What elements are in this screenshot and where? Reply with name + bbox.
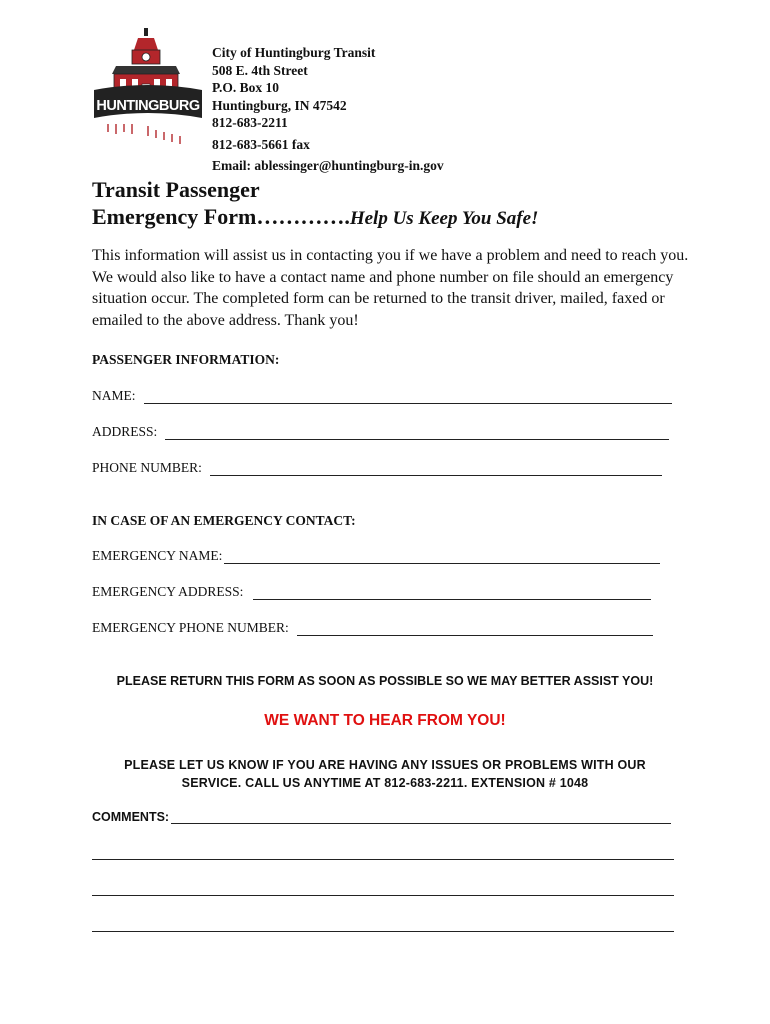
name-field[interactable]: [92, 388, 672, 404]
name-label: NAME:: [92, 388, 136, 403]
comments-extra-line[interactable]: [92, 930, 674, 932]
comments-label: COMMENTS:: [92, 810, 170, 824]
huntingburg-logo: [92, 26, 204, 156]
title-line-2: [92, 203, 538, 232]
contact-us-notice: [0, 756, 770, 792]
email-address: Email: ablessinger@huntingburg-in.gov: [212, 158, 444, 173]
address-field[interactable]: [92, 424, 669, 440]
emergency-phone-field[interactable]: [92, 620, 653, 636]
transit-address-block: [212, 44, 444, 175]
comments-extra-line[interactable]: [92, 858, 674, 860]
emergency-phone-input-line[interactable]: [297, 623, 653, 636]
title-form-text: Emergency Form………….: [92, 204, 350, 229]
want-to-hear-heading: WE WANT TO HEAR FROM YOU!: [264, 712, 506, 729]
address-label: ADDRESS:: [92, 424, 158, 439]
form-title: [92, 176, 538, 232]
phone-input-line[interactable]: [210, 463, 662, 476]
emergency-phone-label: EMERGENCY PHONE NUMBER:: [92, 620, 289, 635]
title-slogan: Help Us Keep You Safe!: [349, 208, 539, 229]
return-form-notice: PLEASE RETURN THIS FORM AS SOON AS POSSIBLE SO WE MAY BETTER ASSIST YOU!: [116, 674, 654, 688]
comments-input-line[interactable]: [171, 811, 671, 824]
contact-notice-line-1: PLEASE LET US KNOW IF YOU ARE HAVING ANY ISSUES OR PROBLEMS WITH OUR: [124, 758, 646, 772]
contact-notice-line-2: SERVICE. CALL US ANYTIME AT 812-683-2211. EXTENSION # 1048: [181, 776, 589, 790]
emergency-address-label: EMERGENCY ADDRESS:: [92, 584, 244, 599]
address-line: Huntingburg, IN 47542: [212, 97, 347, 113]
emergency-section-heading: IN CASE OF AN EMERGENCY CONTACT:: [92, 513, 356, 528]
intro-paragraph: This information will assist us in contacting you if we have a problem and need to reach you. We would also like to have a contact name and phone number on file should an emergency situation occur. The completed form can be returned to the transit driver, mailed, faxed or emailed to the above address. Thank you!: [92, 247, 689, 329]
phone-field[interactable]: [92, 460, 662, 476]
address-input-line[interactable]: [165, 427, 669, 440]
fax-number: 812-683-5661 fax: [212, 136, 310, 152]
logo-wordmark: HUNTINGBURG: [96, 98, 200, 114]
address-line: 812-683-2211: [212, 115, 288, 130]
emergency-address-field[interactable]: [92, 584, 651, 600]
phone-label: PHONE NUMBER:: [92, 460, 202, 475]
address-line: P.O. Box 10: [212, 80, 280, 95]
address-line: 508 E. 4th Street: [212, 62, 308, 78]
emergency-name-label: EMERGENCY NAME:: [92, 548, 223, 563]
name-input-line[interactable]: [144, 391, 672, 404]
title-line-1: Transit Passenger: [92, 177, 260, 202]
passenger-section-heading: PASSENGER INFORMATION:: [92, 352, 280, 367]
comments-field[interactable]: [92, 810, 671, 824]
emergency-name-field[interactable]: [92, 548, 660, 564]
comments-extra-line[interactable]: [92, 894, 674, 896]
address-line: City of Huntingburg Transit: [212, 45, 376, 60]
emergency-address-input-line[interactable]: [253, 587, 651, 600]
emergency-name-input-line[interactable]: [224, 551, 660, 564]
